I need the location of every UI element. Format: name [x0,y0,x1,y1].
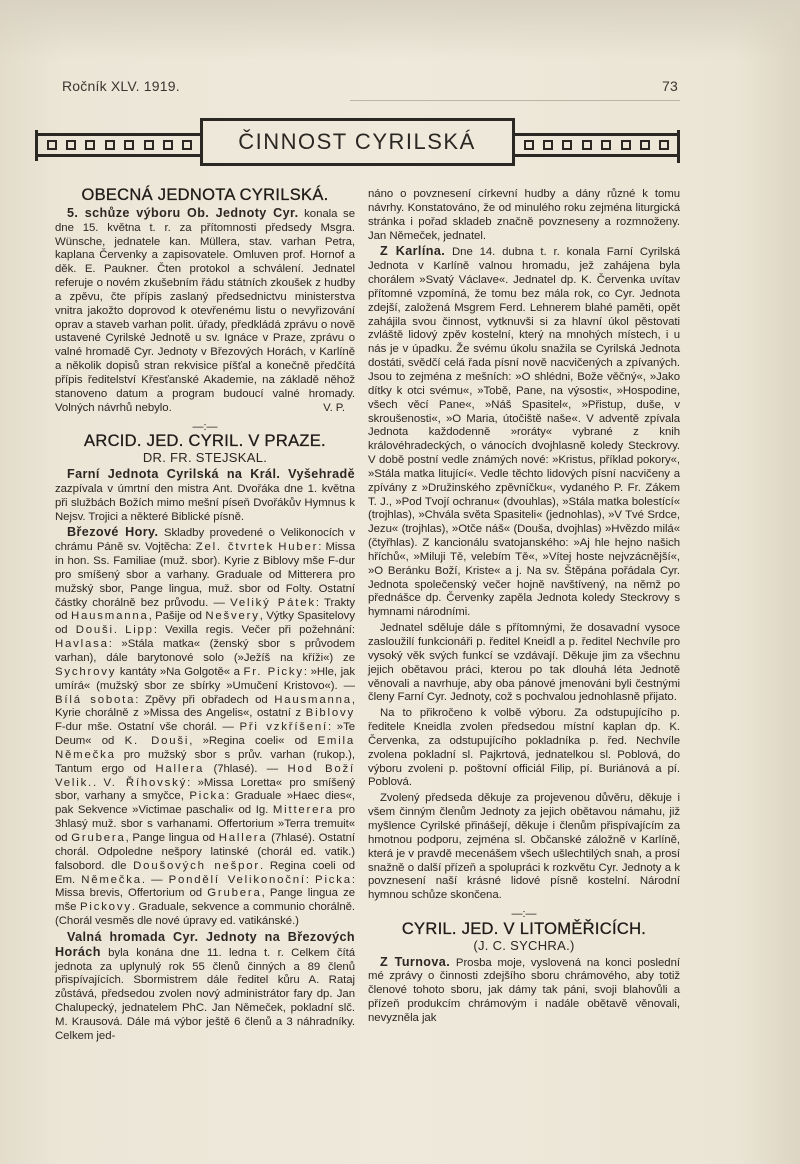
spaced-name: Pickovy [79,901,132,914]
spaced-name: Zel. čtvrtek [195,541,275,554]
paragraph [55,207,355,416]
paragraph [368,707,680,790]
header-rule [350,100,680,101]
spaced-name: V. Říhovský [103,776,188,789]
spaced-name: Huber [278,541,319,554]
banner-left-ornament [38,133,201,157]
text-run: , Výtky Spasitelovy od [55,610,355,637]
text-run: : »Stála matka« (ženský sbor s průvodem varhan), dále barytonové solo (»Ježíš na kříži«) ze [55,638,355,664]
text-run: F-dur mše. Ostatní vše chorál. — [55,721,240,734]
spaced-name: Picka [189,790,227,803]
run-in-heading: 5. schůze výboru Ob. Jednoty Cyr. [67,205,299,220]
paragraph [368,188,680,243]
text-run: : »Hle, jak umírá« (mužský sbor ze sbírky »Umučení Kristovo«). — [55,665,355,692]
text-run: : Trakty od [55,596,355,623]
text-run: Skladby provedené o Velikonocích v chrámu Páně sv. Vojtěcha: [55,527,355,554]
text-run: Na to přikročeno k volbě výboru. Za odstupujícího p. ředitele Kneidla zvolen předsedou místní kaplan dp. K. Červenka, za odstupujícího pokladníka p. řed. Nechvíle zvolena pokladní sl. Pajkrtová, jednatelkou sl. Poblová, do výboru zvoleni p. poštovní officiál Filip, pí. Buriánová a pí. Poblová. [368,707,680,789]
text-run: (7hlasé). — [204,762,288,775]
text-run: pro mužský sbor s prův. varhan (rukop.), Tantum ergo od [55,748,355,775]
spaced-name: Grubera [71,831,126,844]
text-run: byla konána dne 11. ledna t. r. Celkem čítá jednota za uplynulý rok 55 členů činných a 89 členů přispívajících. Sbormistrem dále ředitel kůru A. Rataj zůstává, předsedou zvolen nový administrátor fary dp. Jan Chalupecký, jednatelem PhC. Jan Němeček, pokladní slč. M. Krausová. Dále má výbor ještě 6 členů a 3 náhradníky. Celkem jed- [55,946,355,1042]
text-run: : »Missa Loretta« pro smíšený sbor, varhany a smyčce, [55,776,355,803]
text-run: Dne 14. dubna t. r. konala Farní Cyrilská Jednota v Karlíně valnou hromadu, jež zahájena byla chorálem »Svatý Václave«. Jednatel dp. K. Červenka uvítav přítomné vzpomíná, že tomu bez mála rok, co Cyr. Jednota zdejší, založená Msgrem Ferd. Lehnerem blahé paměti, opět zahájila svou činnost, vytknuvši si za hlavní úkol pěstovati zvláště lidový zpěv kostelní, který na mnohých místech, i u nás je v úpadku. Že svému úkolu snažila se Cyrilská Jednota dostáti, svědčí celá řada písní nově nacvičených a zpívaných. Jsou to zejména z mešních: »O shlédni, Bože věčný«, »Jako dítky k otci svému«, »Tobě, Pane, na výsosti«, »Hospodine, všech věcí Pane«, »Náš Spasitel«, »Přistup, duše, v skroušenosti«, »O Maria, útočiště naše«. V adventě zpívala Jednota každodenně »roráty« vybrané z knih královéhradeckých, o vánocích dvojhlasně koledy Steckrovy. V době postní vedle známých nové: »Kristus, příklad pokory«, »Stála matka litující«. Vedle těchto lidových písní nacvičeny a zpívány z »Družinského zpěvníčku«, vydaného P. Fr. Zákem T. J., »Pod Tvojí ochranu« (dvouhlas), »Stála matka bolestící« (trojhlas), »Chvála světa Spasiteli« (jednohlas), »V Tvé Srdce, Jezu« (trojhlas), »Otče náš« (Douša, dvojhlas) »Hvězdo milá« (čtyřhlas). Z kancionálu svatojanského: »Aj hle hejno našich hříchů«, »Miluji Tě, velebím Tě«, »Vítej hoste nejvzácnější«, »O Beránku Boží, Kriste« a j. Na sv. Štěpána pořádala Cyr. Jednota společenský večer hojně navštívený, na němž po přednášce dp. Červenky zapěla Jednota koledy Steckrovy s hymnami národními. [368,246,681,619]
run-in-heading: Z Karlína. [380,244,446,259]
text-run: : Vexilla regis. Večer při požehnání: [153,624,355,637]
spaced-name: Sychrovy [55,665,117,678]
spaced-name: Pondělí Velikonoční [168,873,306,886]
spaced-name: Při vzkříšení [239,721,329,734]
text-run: , Kyrie chorálně z »Missa des Angelis«, ostatní z [55,693,355,720]
spaced-name: Doušových nešpor [133,859,260,872]
separator: —:— [192,420,218,433]
spaced-name: Němečka [81,873,142,886]
signature: V. P. [323,401,345,414]
separator: —:— [511,908,537,921]
page-number: 73 [662,78,678,94]
section-title: ČINNOST CYRILSKÁ [238,129,476,154]
spaced-name: Hausmanna [71,610,149,623]
text-run: : Graduale »Haec dies«, pak Sekvence »Victimae paschali« od Ig. [55,790,355,817]
text-run: : Missa brevis, Offertorium od [55,873,356,900]
text-run: , »Regina coeli« od [189,735,318,748]
spaced-name: Biblovy [305,707,355,720]
text-run: . [113,624,126,637]
text-run: , Pange lingua ze mše [55,887,355,914]
text-run: . — [141,873,169,886]
text-run: . Graduale, sekvence a communio chorálně. (Chorál vesměs dle nové úpravy ed. vatikánské.) [55,901,356,928]
spaced-name: Hausmanna [274,693,352,706]
text-run: (7hlasé). Ostatní chorál. Odpoledne nešpory latinské (chorál ed. vatik.) falsobord. dle [55,831,355,872]
article-heading: ARCID. JED. CYRIL. V PRAZE. [84,432,326,451]
spaced-name: Mitterera [272,804,335,817]
article-author: (J. C. SYCHRA.) [473,937,575,953]
paragraph [368,792,680,903]
left-column [55,186,356,1044]
article-heading: OBECNÁ JEDNOTA CYRILSKÁ. [81,186,329,204]
text-run: pro 3hlasý muž. sbor s varhanami. Offertorium »Terra tremuit« od [55,804,355,844]
paragraph [368,956,680,1026]
spaced-name: Hod Boží Velik. [55,762,355,789]
paragraph [368,622,680,705]
spaced-name: Hallera [155,762,205,775]
spaced-name: Fr. Picky [243,665,304,678]
banner-right-bar [677,130,680,163]
text-run: : [305,873,316,886]
text-run: : Missa in hon. Ss. Familiae (muž. sbor). Kyrie z Biblovy mše F-dur pro smíšený sbor a varhany. Graduale od Mitterera pro mužský sbor, Pange lingua, muž. sbor od Folty. Ostatní částky chorálně bez průvodu. — [55,541,355,609]
paragraph [55,526,355,928]
text-run: Jednatel sděluje dále s přítomnými, že dosavadní vysoce zasloužilí funkcionáři p. ředitel Kneidl a p. ředitel Nechvíle pro vysoký věk svých funkcí se vzdávají. Děkuje jim za všechnu jejich obětavou práci, kterou po tak dlouhá léta Jednotě věnovali a navrhuje, aby oba pánové jmenováni byli čestnými členy Farní Cyr. Jednoty, což s pochvalou jednohlasně přijato. [368,622,680,704]
run-in-heading: Valná hromada Cyr. Jednoty na Březových Horách [55,929,355,959]
text-run: . Regina coeli od Em. [55,859,355,886]
banner-right-ornament [515,133,678,157]
spaced-name: Emila Němečka [55,735,355,761]
paragraph [368,245,680,620]
article-author: DR. FR. STEJSKAL. [142,450,268,466]
article-heading: CYRIL. JED. V LITOMĚŘICÍCH. [401,919,647,938]
spaced-name: Douši [75,624,114,637]
spaced-name: Havlasa [55,638,109,651]
scan-shading [0,0,800,60]
spaced-name: Picka [315,873,352,886]
spaced-name: Nešvery [205,610,260,623]
spaced-name: Hallera [218,831,268,844]
text-run: , Pange lingua od [125,831,219,844]
paragraph [55,931,355,1044]
text-run: zazpívala v úmrtní den mistra Ant. Dvořáka dne 1. května při službách Božích mimo mešní píseň Dvořákův Hymnus k Nejsv. Trojici a některé Biblické písně. [55,482,355,523]
text-run: . [93,776,104,789]
right-column [368,188,680,1026]
paragraph [55,468,355,524]
run-in-heading: Březové Hory. [67,525,159,540]
text-run: náno o povznesení církevní hudby a dány různé k tomu návrhy. Konstatováno, že od minulého roku zejména liturgická stránka i pořad skladeb značně povzneseny a rozmnoženy. Jan Němeček, jednatel. [368,188,680,242]
text-run: : »Te Deum« od [55,721,356,748]
section-title-box [201,118,513,166]
text-run: , Pašije od [148,610,206,623]
run-in-heading: Farní Jednota Cyrilská na Král. Vyšehradě [67,467,355,482]
text-run: kantáty »Na Golgotě« a [116,665,244,678]
spaced-name: Veliký Pátek [230,596,316,609]
run-in-heading: Z Turnova. [380,954,451,969]
text-run: : Zpěvy při obřadech od [135,693,275,706]
spaced-name: Grubera [207,887,262,900]
spaced-name: Lipp [125,624,154,637]
text-run: Prosba moje, vyslovená na konci poslední mé zprávy o činnosti zdejšího sboru chrámového, aby totiž členové tohoto sboru, jak dámy tak páni, svoji blahovůli a přízeň produkcím chrámovým i nadále obětavě věnovali, nevyzněla jak [368,956,680,1024]
text-run: konala se dne 15. května t. r. za přítomnosti předsedy Msgra. Wünsche, jednatele kan. Müllera, stav. varhan Petra, kaplana Červenky a zapisovatele. Omluven prof. Hornof a děk. E. Paukner. Čten protokol a schválení. Jednatel referuje o novém zkušebním řádu státních zkoušek z hudby a zpěvu, čte přípis zaslaný předsednictvu ministerstva vnitra jakožto doprovod k otevřenému listu o nevyřizování oprav a staveb varhan polit. úřady, předkládá zprávu o nově ustavené Cyrilské Jednotě u sv. Ignáce v Praze, zprávu o valné hromadě Cyr. Jednoty v Březových Horách, v Karlíně a několik dopisů stran rekvisice píšťal a konečně předčítá přípis ředitelství Křesťanské Akademie, na základě něhož stanoveno datum a program budoucí valné hromady. Volných návrhů nebylo. [55,207,355,414]
spaced-name: K. Douši [124,735,190,748]
text-run: Zvolený předseda děkuje za projevenou důvěru, děkuje i všem činným členům Jednoty za jejich obětavou námahu, již myšlence Cyrilské přinášejí, děkuje i členům přispívajícím za hmotnou podporu, zejména sl. Občanské záložně v Karlíně, která je v pravdě mecenášem všech ušlechtilých snah, a prosí snažně o další přízeň a spolupráci k rozkvětu Cyr. Jednoty a k povznesení naší krásné lidové písně kostelní. Národní hymnou schůze skončena. [368,792,680,902]
spaced-name: Bílá sobota [55,693,136,706]
running-head-volume: Ročník XLV. 1919. [62,78,180,94]
